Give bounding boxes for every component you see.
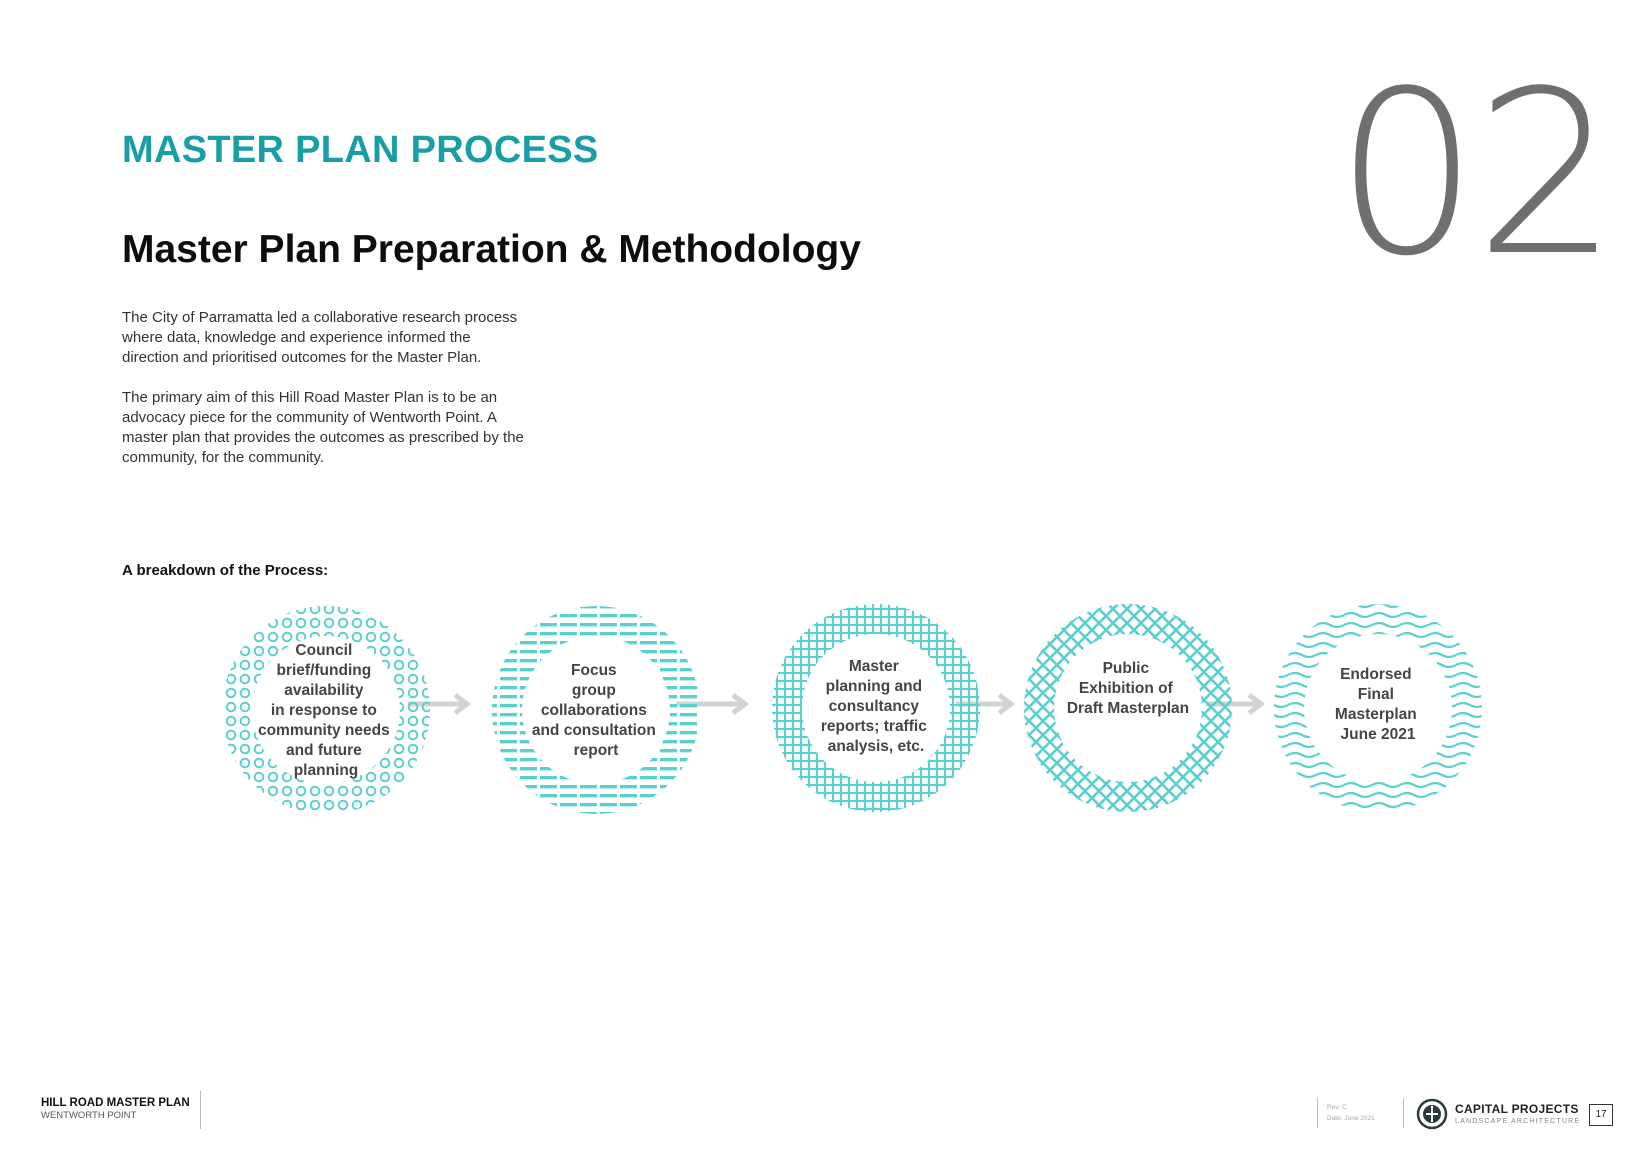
footer-divider — [1317, 1098, 1318, 1128]
footer-divider — [1403, 1098, 1404, 1128]
step-5-line: June 2021 — [1340, 726, 1416, 743]
process-step-2 — [480, 594, 712, 826]
footer-divider — [200, 1091, 201, 1129]
date-label: Date: June 2021 — [1327, 1115, 1375, 1122]
section-number: 02 — [1335, 43, 1615, 306]
paragraph-line: master plan that provides the outcomes as prescribed by the — [122, 429, 524, 446]
process-step-1 — [210, 594, 442, 826]
paragraph-line: advocacy piece for the community of Wentworth Point. A — [122, 409, 497, 426]
step-1-line: community needs — [257, 722, 390, 739]
paragraph-line: The primary aim of this Hill Road Master Plan is to be an — [122, 389, 498, 406]
brand-block — [1455, 1102, 1580, 1125]
step-1-line: and future — [285, 742, 362, 759]
footer-doc-subtitle: WENTWORTH POINT — [41, 1110, 137, 1121]
paragraph-line: community, for the community. — [122, 449, 325, 466]
paragraph-line: where data, knowledge and experience informed the — [122, 329, 471, 346]
process-step-4 — [1012, 592, 1244, 824]
step-1-line: planning — [293, 762, 359, 779]
paragraph-line: direction and prioritised outcomes for the Master Plan. — [122, 349, 482, 366]
step-3-line: reports; traffic — [820, 718, 927, 735]
step-3-line: analysis, etc. — [827, 738, 925, 755]
step-1-line: availability — [284, 682, 364, 699]
step-4-line: Exhibition of — [1078, 680, 1173, 697]
step-3-line: planning and — [825, 678, 923, 695]
revision-label: Rev: C — [1327, 1104, 1347, 1111]
process-heading: A breakdown of the Process: — [122, 562, 329, 579]
step-1-line: Council — [295, 642, 353, 659]
capital-projects-logo-icon — [1416, 1098, 1448, 1135]
step-5-line: Endorsed — [1340, 666, 1412, 683]
brand-subtitle: LANDSCAPE ARCHITECTURE — [1455, 1118, 1581, 1125]
step-2-line: collaborations — [540, 702, 647, 719]
step-2-line: group — [571, 682, 616, 699]
step-2-line: Focus — [571, 662, 617, 679]
step-3-line: Master — [848, 658, 899, 675]
step-1-line: brief/funding — [276, 662, 372, 679]
revision-block — [1327, 1102, 1375, 1124]
step-5-line: Final — [1357, 686, 1394, 703]
process-step-3 — [760, 592, 992, 824]
page-title: Master Plan Preparation & Methodology — [122, 228, 861, 271]
page-number: 17 — [1589, 1104, 1613, 1126]
footer-doc-title-block — [41, 1097, 190, 1121]
step-4-line: Draft Masterplan — [1066, 700, 1190, 717]
step-1-line: in response to — [270, 702, 377, 719]
paragraph-line: The City of Parramatta led a collaborative research process — [122, 309, 518, 326]
section-kicker: MASTER PLAN PROCESS — [122, 129, 599, 171]
step-2-line: and consultation — [531, 722, 656, 739]
process-step-5 — [1262, 592, 1494, 824]
brand-name: CAPITAL PROJECTS — [1455, 1102, 1579, 1116]
step-4-line: Public — [1102, 660, 1150, 677]
step-5-line: Masterplan — [1334, 706, 1417, 723]
footer-doc-title: HILL ROAD MASTER PLAN — [41, 1097, 190, 1109]
step-2-line: report — [573, 742, 619, 759]
step-3-line: consultancy — [828, 698, 920, 715]
